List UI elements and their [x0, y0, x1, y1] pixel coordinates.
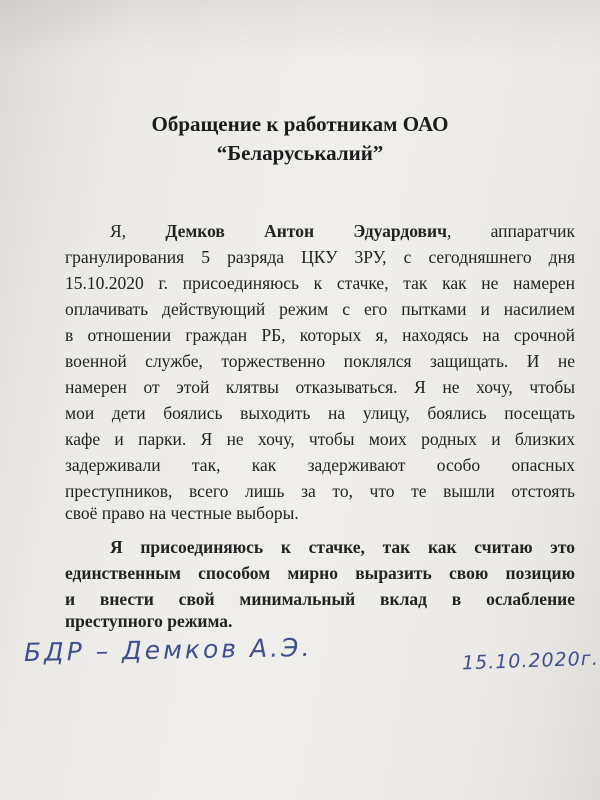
paragraph-2-last-line: преступного режима. [65, 611, 233, 631]
paragraph-1-line: военной службе, торжественно поклялся защищать. И не [65, 351, 575, 371]
paragraph-2-line: Я присоединяюсь к стачке, так как считаю это [110, 537, 575, 557]
document-title-line-1: Обращение к работникам ОАО [151, 112, 449, 136]
paragraph-1-line: 15.10.2020 г. присоединяюсь к стачке, так как не намерен [65, 273, 575, 293]
paragraph-1-line: в отношении граждан РБ, которых я, находясь на срочной [65, 325, 575, 345]
paragraph-1-line: задерживали так, как задерживают особо опасных [65, 455, 575, 475]
paragraph-1-line: мои дети боялись выходить на улицу, боялись посещать [65, 403, 575, 423]
paragraph-2-line: и внести свой минимальный вклад в ослабление [65, 589, 575, 609]
paragraph-1-intro: Я, [110, 221, 127, 241]
handwritten-date: 15.10.2020г. [461, 647, 600, 675]
paragraph-1-line: преступников, всего лишь за то, что те вышли отстоять [65, 481, 575, 501]
handwritten-signature: БДР – Демков А.Э. [23, 632, 313, 667]
paragraph-1-last-line: своё право на честные выборы. [65, 503, 299, 523]
author-position-start: , аппаратчик [446, 221, 576, 241]
paragraph-1-line: гранулирования 5 разряда ЦКУ 3РУ, с сегодняшнего дня [65, 247, 575, 267]
paper-shadow [0, 0, 600, 60]
author-name: Демков Антон Эдуардович [165, 221, 447, 241]
paragraph-1-line: намерен от этой клятвы отказываться. Я не хочу, чтобы [65, 377, 575, 397]
paragraph-1-line: кафе и парки. Я не хочу, чтобы моих родных и близких [65, 429, 575, 449]
paragraph-1-line-1 [110, 220, 575, 242]
paragraph-2-line: единственным способом мирно выразить свою позицию [65, 563, 575, 583]
paragraph-1-line: оплачивать действующий режим с его пытками и насилием [65, 299, 575, 319]
document-title-line-2: “Беларуськалий” [216, 141, 384, 165]
